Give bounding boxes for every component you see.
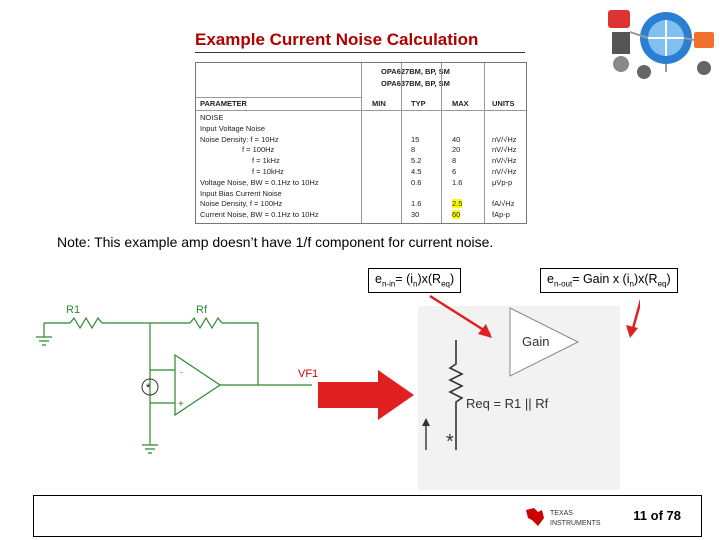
header-max: MAX <box>452 99 469 108</box>
header-units: UNITS <box>492 99 515 108</box>
spec-row-param: Input Bias Current Noise <box>200 188 282 198</box>
spec-row-units: fA/√Hz <box>492 199 515 209</box>
slide-footer <box>33 495 702 537</box>
svg-text:INSTRUMENTS: INSTRUMENTS <box>550 520 601 527</box>
spec-row-typ: 1.6 <box>411 199 422 209</box>
spec-row-max: 60 <box>452 210 461 220</box>
svg-text:*: * <box>446 431 454 453</box>
svg-text:-: - <box>180 367 183 377</box>
spec-row-max: 40 <box>452 134 461 144</box>
spec-row-units: fAp-p <box>492 210 510 220</box>
header-typ: TYP <box>411 99 426 108</box>
spec-row-units: μVp-p <box>492 177 513 187</box>
vf1-label: VF1 <box>298 368 319 380</box>
req-label: Req = R1 || Rf <box>466 396 549 411</box>
formula-noise-out: $e_{n-out}=$ Gain x $(i_n)x(R_{eq})$ <box>540 268 678 293</box>
page-number: 11 of 78 <box>633 508 681 523</box>
svg-text:*: * <box>146 382 151 394</box>
spec-row-max: 20 <box>452 145 461 155</box>
spec-row-max: 8 <box>452 156 457 166</box>
callout-arrows <box>420 294 640 344</box>
spec-row-typ: 8 <box>411 145 416 155</box>
spec-row-max: 2.5 <box>452 199 463 209</box>
formula-noise-in: $e_{n-in}= (i_n)x(R_{eq})$ <box>368 268 461 293</box>
svg-text:+: + <box>178 399 184 410</box>
header-min: MIN <box>372 99 386 108</box>
part-line-1: OPA627BM, BP, SM <box>381 67 450 76</box>
part-line-2: OPA637BM, BP, SM <box>381 79 450 88</box>
spec-row-param: Input Voltage Noise <box>200 123 266 133</box>
slide-title: Example Current Noise Calculation <box>195 30 525 53</box>
noise-spec-table <box>195 62 527 224</box>
spec-row-units: nV/√Hz <box>492 156 517 166</box>
spec-row-typ: 4.5 <box>411 167 422 176</box>
spec-row-param: f = 10kHz <box>252 167 284 176</box>
rf-label: Rf <box>196 304 207 316</box>
spec-row-typ: 0.6 <box>411 177 422 187</box>
header-parameter: PARAMETER <box>200 99 247 108</box>
spec-row-param: Current Noise, BW = 0.1Hz to 10Hz <box>200 210 319 220</box>
note-text: Note: This example amp doesn’t have 1/f component for current noise. <box>57 234 494 250</box>
spec-row-param: f = 100Hz <box>242 145 275 155</box>
network-globe-icon <box>604 2 720 86</box>
spec-row-units: nV/√Hz <box>492 145 517 155</box>
gain-label: Gain <box>522 334 550 349</box>
opamp-schematic <box>30 295 330 465</box>
spec-row-typ: 5.2 <box>411 156 422 166</box>
spec-row-typ: 15 <box>411 134 420 144</box>
spec-row-param: Voltage Noise, BW = 0.1Hz to 10Hz <box>200 177 319 187</box>
svg-text:TEXAS: TEXAS <box>550 510 573 517</box>
spec-row-max: 6 <box>452 167 457 176</box>
spec-row-max: 1.6 <box>452 177 463 187</box>
spec-row-typ: 30 <box>411 210 420 220</box>
spec-row-units: nV/√Hz <box>492 134 517 144</box>
right-arrow-icon <box>318 370 416 420</box>
texas-instruments-logo <box>524 504 614 528</box>
spec-row-param: f = 1kHz <box>252 156 280 166</box>
spec-row-param: Noise Density, f = 100Hz <box>200 199 283 209</box>
spec-row-units: nV/√Hz <box>492 167 517 176</box>
r1-label: R1 <box>66 304 81 316</box>
spec-row-param: Noise Density: f = 10Hz <box>200 134 279 144</box>
spec-row-param: NOISE <box>200 113 224 122</box>
